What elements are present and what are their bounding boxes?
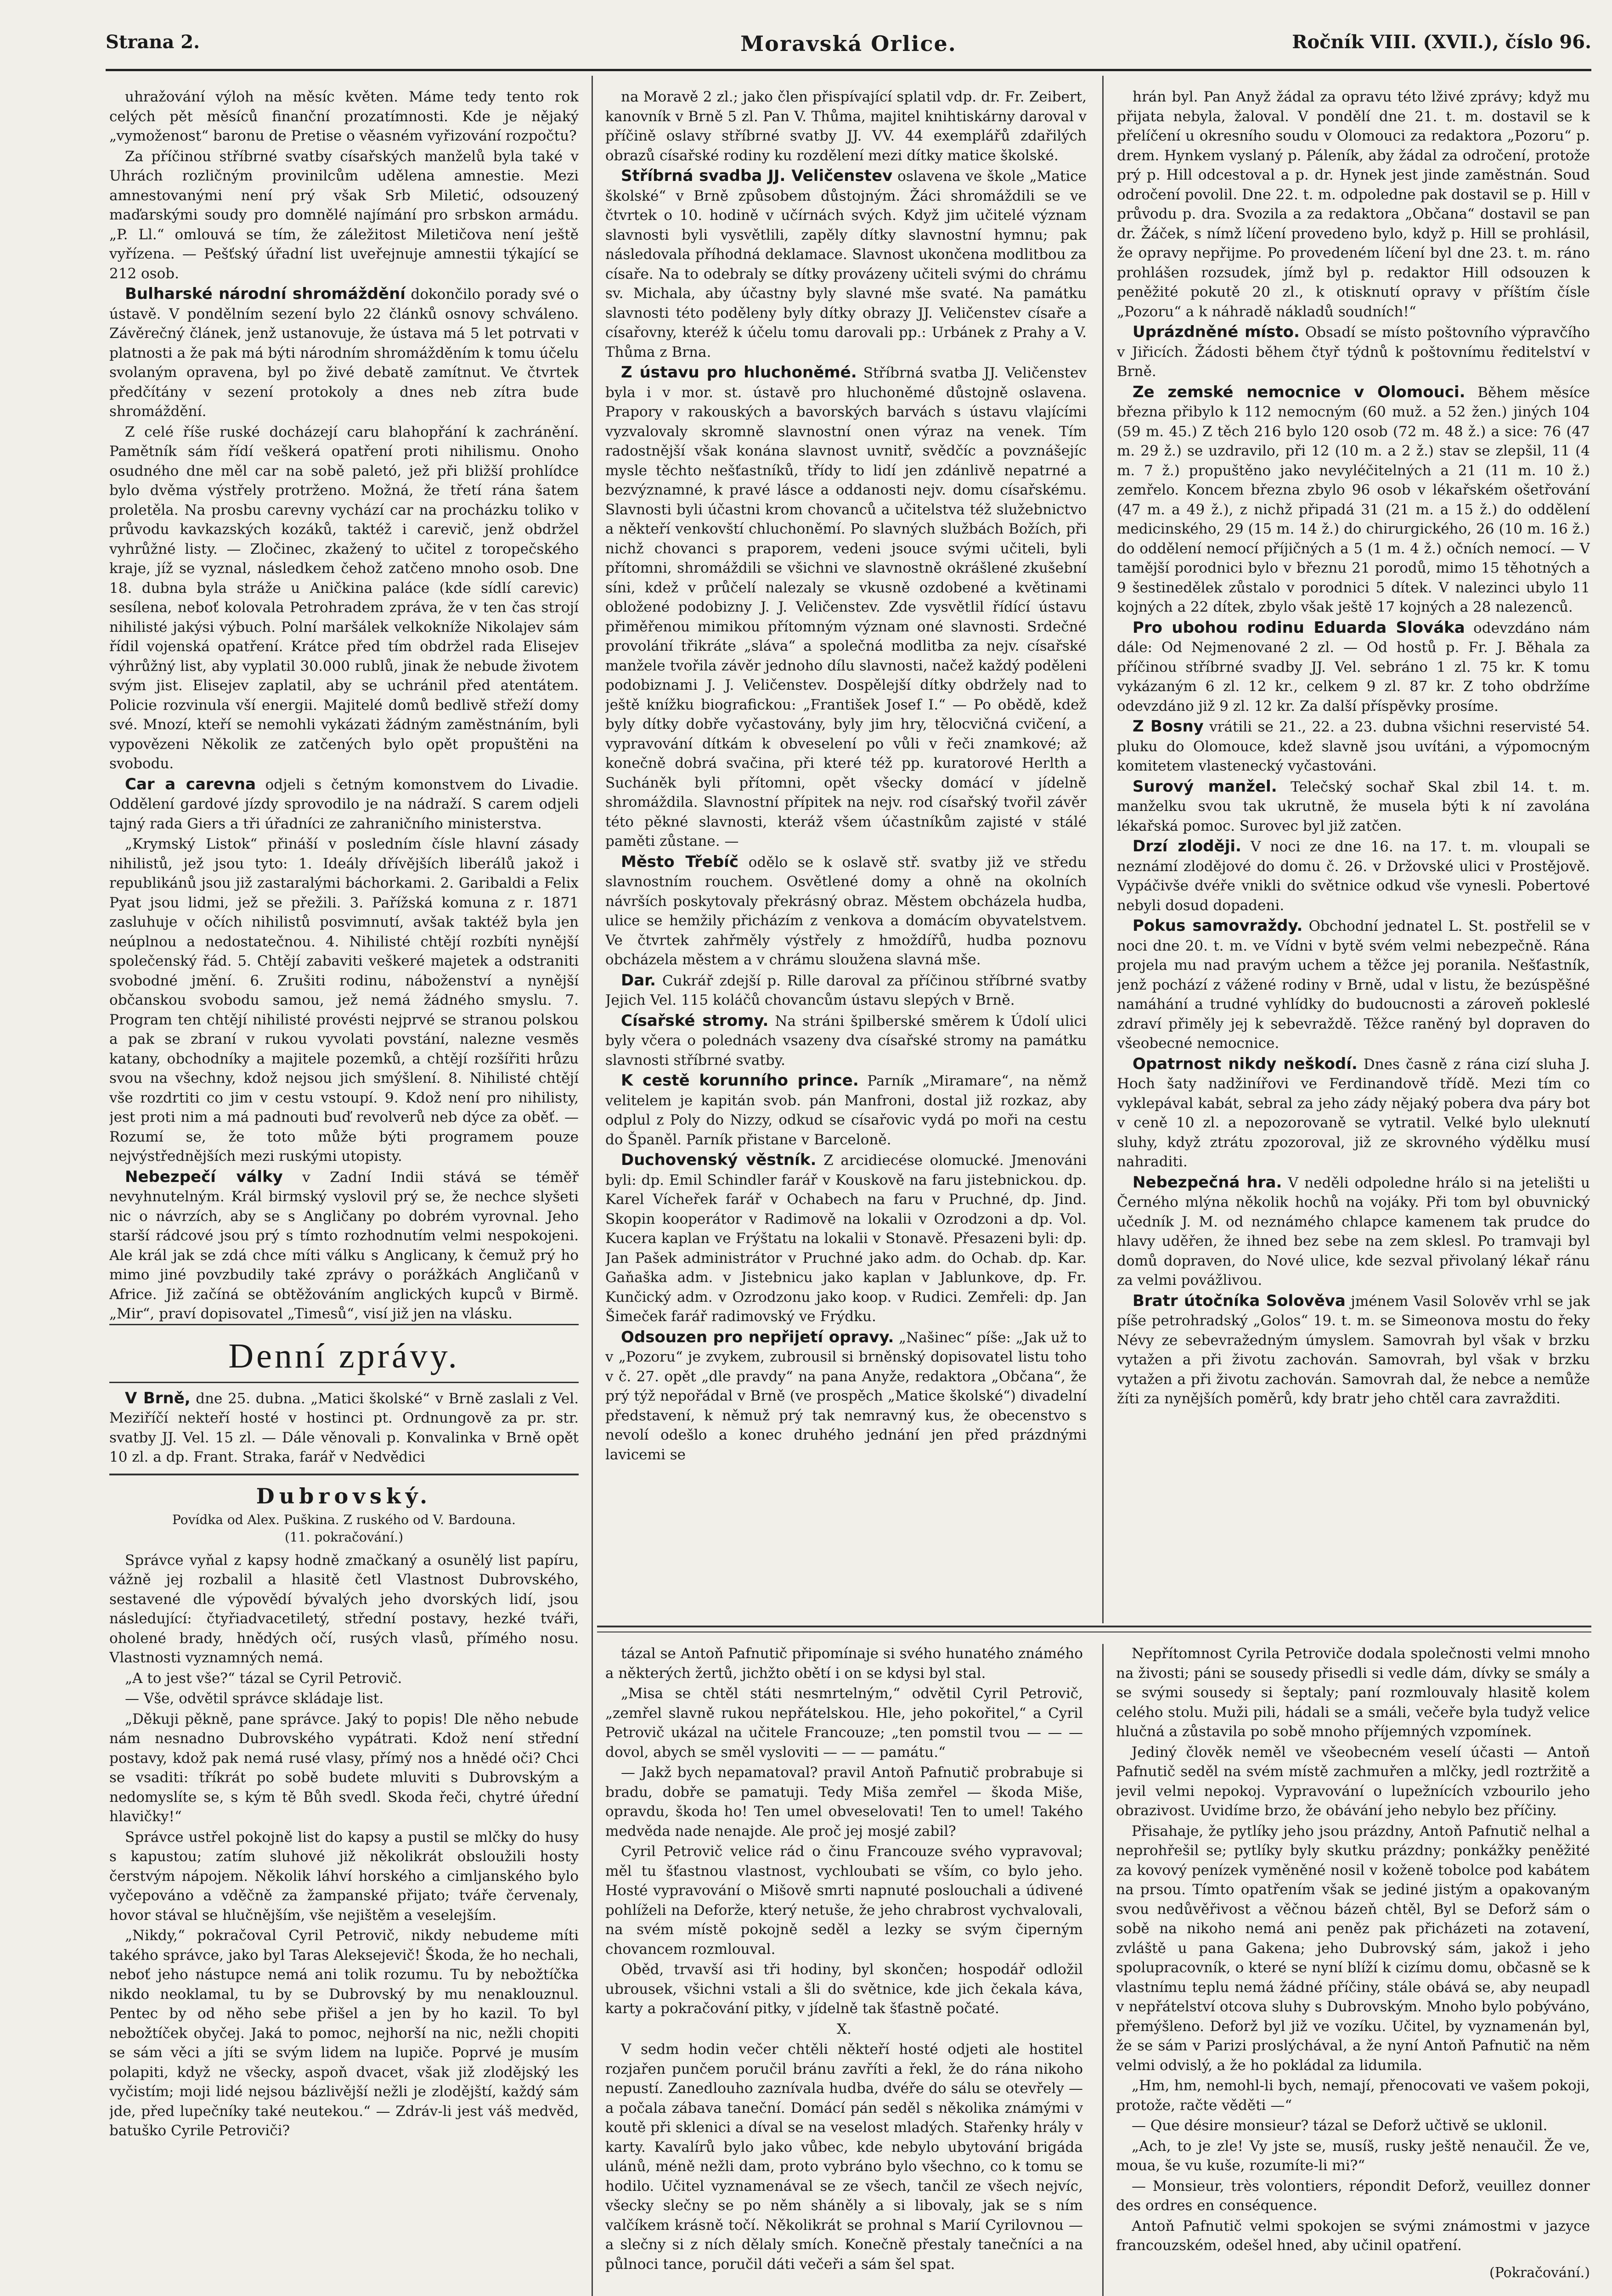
serial-paragraph: X. [837,2020,851,2037]
article [1117,916,1590,1053]
article [605,1328,1087,1465]
article-headline: Ze zemské nemocnice v Olomouci. [1133,383,1465,401]
article-headline: Pro ubohou rodinu Eduarda Slováka [1133,618,1465,637]
serial-paragraph: — Vše, odvětil správce skládaje list. [125,1690,384,1707]
serial-text-left [109,1551,579,2141]
serial-paragraph: tázal se Antoň Pafnutič připomínaje si svého hunatého známého a některých žertů, jichžto obětí i on se kdysi byl stal. [605,1645,1083,1682]
section-rule [109,1382,579,1383]
article [109,284,579,422]
article-text: jménem Vasil Solověv vrhl se jak píše petrohradský „Golos“ 19. t. m. se Simeonova mostu do řeky Névy ze sebevražedným úmyslem. Samovrah byl však v brzku vytažen a při životu zachován. Samovrah, byl však v brzku vytažen a při životu zachován. Samovrah dal, že nebce a nemůže žíti za nynějších poměrů, kdy bratr jeho chtěl cara zavražditi. [1117,1293,1590,1407]
serial-paragraph: „A to jest vše?“ tázal se Cyril Petrovič. [125,1670,402,1687]
serial-paragraph: Oběd, trvavší asi tři hodiny, byl skončen; hospodář odložil ubrousek, všichni vstali a šli do světnice, kde jich čekala káva, karty a pokračování pitky, v jídelně tak šťastně počaté. [605,1961,1083,2017]
serial-paragraph: „Misa se chtěl státi nesmrtelným,“ odvětil Cyril Petrovič, „zemřel slavně rukou nepřátelskou. Hle, jeho pokořitel,“ a Cyril Petrovič ukázal na učitele Francouze; „ten pomstil tvou — — — dovol, abych se směl vysloviti — — — památu.“ [605,1685,1083,1761]
article-text: Z arcidiecése olomucké. Jmenováni byli: dp. Emil Schindler farář v Kouskově na faru jistebnickou. dp. Karel Vícheřek farář v Ochabech na faru v Pruchné, dp. Jind. Skopin kooperátor v Radimově na lokalii v Ozrodzoni a dp. Vol. Kucera kaplan ve Frýštatu na lokalii v Stonavě. Přesazeni byli: dp. Jan Pašek administrátor v Pruchné jako adm. do Ochab. dp. Kar. Gaňaška adm. v Jistebnicu jako kaplan v Jablunkove, dp. Fr. Kunčický adm. v Ozrodzonu jako koop. v Rudici. Zemřeli: dp. Jan Šimeček farář radimovský ve Frýdku. [605,1152,1087,1325]
article [109,834,579,1166]
article [605,87,1087,165]
article [1117,383,1590,617]
article [109,422,579,774]
continuation-note: (Pokračování.) [1489,2264,1590,2281]
article [109,147,579,284]
article-headline: Z Bosny [1133,717,1204,736]
article [1117,1054,1590,1172]
article-headline: Uprázdněné místo. [1133,323,1300,341]
article-headline: K cestě korunního prince. [621,1071,859,1090]
feuilleton-column-right [1116,1644,1590,2296]
page-number: Strana 2. [106,31,200,53]
article-headline: Duchovenský věstník. [621,1151,817,1169]
serial-subtitle: Povídka od Alex. Puškina. Z ruského od V. Bardouna. [172,1512,516,1527]
article [605,1011,1087,1070]
serial-paragraph: — Monsieur, très volontiers, répondit Deforž, veuillez donner des ordres en conséquence. [1116,2178,1590,2214]
newspaper-title: Moravská Orlice. [740,31,957,56]
article [1117,87,1590,321]
serial-paragraph: Správce ustřel pokojně list do kapsy a pustil se mlčky do husy s kapustou; zatím sluhové již několikrát obsloužili hosty čerstvým nápojem. Několik láhví horského a cimljanského bylo vyčepováno a vděčně za žampanské přijato; tváře červenaly, hovor stával se hlučnějším, vše nejištěm a veselejším. [109,1829,579,1924]
serial-title: Dubrovský. [256,1483,432,1508]
serial-paragraph: „Hm, hm, nemohl-li bych, nemají, přenocovati ve vašem pokoji, protože, račte věděti —“ [1116,2077,1590,2114]
article-text: Telečský sochař Skal zbil 14. t. m. manželku svou tak ukrutně, že musela býti k ní zavolána lékařská pomoc. Surovec byl již zatčen. [1117,778,1590,834]
article [605,852,1087,970]
article-headline: Surový manžel. [1133,777,1277,796]
article [1117,717,1590,776]
article-text: „Krymský Listok“ přináší v posledním čísle hlavní zásady nihilistů, jež jsou tyto: 1. Ideály dřívějších liberálů jakož i republikánů jsou již zastaralými báchorkami. 2. Garibaldi a Felix Pyat jsou lidmi, jež se přežili. 3. Pařížská komuna z r. 1871 zasluhuje v očích nihilistů posvimnutí, avšak taktéž byla jen neúplnou a nedostatečnou. 4. Nihilisté chtějí rozbíti nynější společenský řád. 5. Chtějí zabaviti veškeré majetek a odstraniti svobodné jmění. 6. Zrušiti rodinu, náboženství a nynější občanskou svobodu samou, jež nemá žádného smyslu. 7. Program ten chtějí nihilisté provésti nejprvé se stranou polskou a pak se zbraní v rukou vyvolati povstání, nalezne vesměs katany, obchodníky a majitele pozemků, a chtějí rozšířiti hrůzu svou na všechny, kdož nejsou jich smýšlení. 8. Nihilisté chtějí vše rozdrtiti co jim v cestu vstoupí. 9. Kdož není pro nihilisty, jest proti nim a má padnouti buď revolverů neb dýce za oběť. — Rozumí se, že toto může býti programem pouze nejvýstřednějších mezi ruskými utopisty. [109,836,579,1165]
article-text: Z celé říše ruské docházejí caru blahopřání k zachránění. Pamětník sám řídí veškerá opatření proti nihilismu. Onoho osudného dne měl car na sobě paletó, jež při bližší prohlídce bylo dvěma výstřely protrženo. Možná, že třetí rána šatem proletěla. Na prosbu carevny vychází car na procházku toliko v průvodu kavkazských kozáků, taktéž i carevič, jenž obdržel vyhrůžné listy. — Zločinec, zkažený to učitel z toropečského kraje, jíž se vyznal, následkem čehož zatčeno mnoho osob. Dne 18. dubna byla stráže u Aničkina paláce (kde sídlí carevic) sesílena, neboť kolovala Petrohradem zpráva, že v ten čas strojí nihilisté jakýsi výbuch. Polní maršálek velkokníže Nikolajev sám řídil vojenská opatření. Krátce před tím obdržel rada Elisejev výhrůžný list, aby vyplatil 30.000 rublů, jinak že nebude životem svým jist. Elisejev zaplatil, aby se uchránil před atentátem. Policie rozvinula vší energii. Majitelé domů bedlivě střeží domy své. Mnozí, kteří se nemohli vykázati žádným zaměstnáním, byli vypovězeni Několik ze zatčených bylo opět propuštěni na svobodu. [109,423,579,772]
serial-paragraph: Správce vyňal z kapsy hodně zmačkaný a osunělý list papíru, vážně jej rozbalil a hlasitě četl Vlastnost Dubrovského, sestavené dle výpovědí bývalých jeho dvorských lidí, jsou následující: čtyřiadvacetiletý, střední postavy, hezké tváři, oholené brady, hnědých očí, rusých vlasů, přímého nosu. Vlastnosti vyznamných nemá. [109,1552,579,1666]
daily-news-title: Denní zprávy. [228,1336,460,1375]
article-headline: Nebezpečí války [125,1167,283,1186]
serial-paragraph: — Que désire monsieur? tázal se Deforž učtivě se uklonil. [1132,2117,1548,2134]
article-headline: Stříbrná svadba JJ. Veličenstev [621,167,893,185]
serial-paragraph: Nepřítomnost Cyrila Petroviče dodala společnosti velmi mnoho na živosti; páni se sousedy přisedli si vedle dám, dívky se smály a se svými sousedy si šeptaly; paní rozmlouvaly hlasitě kolem celého stolu. Muži pili, hádali se a smáli, večeře byla tudyž velice hlučná a zůstavila po sobě mnoho příjemných vzpomínek. [1116,1645,1590,1740]
article [605,166,1087,362]
article-text: odělo se k oslavě stř. svatby již ve středu slavnostním rouchem. Osvětlené domy a ohně na okolních návrších poskytovaly překrásný obraz. Městem obcházela hudba, ulice se hemžily přicházím z venkova a domácím obyvatelstvem. Ve čtvrtek zahřměly výstřely z hmoždířů, hudba poznovu obcházela městem a v chrámu sloužena slavná mše. [605,854,1087,968]
feuilleton-area [605,1644,1590,2296]
column-1 [109,87,579,2296]
article-text: odevzdáno nám dále: Od Nejmenované 2 zl. — Od hostů p. Fr. J. Běhala za příčinou stříbrné svadby JJ. Vel. sebráno 1 zl. 75 kr. K tomu vykázaným 6 zl. 12 kr., celkem 9 zl. 87 kr. Z toho obdržíme odevzdáno již 9 zl. 12 kr. Za další příspěvky prosíme. [1117,619,1590,715]
article-text: Dnes časně z rána cizí sluha J. Hoch šaty nadžinířovi ve Ferdinandově třídě. Mezi tím co vyklepával kabát, sebral za jeho zády nějaký pobera dva páry bot v ceně 10 zl. a nepozorovaně se vytratil. Velké bylo uleknutí sluhy, když ztrátu zpozoroval, již ze skrovného výdělku musí nahraditi. [1117,1056,1590,1170]
article-headline: Odsouzen pro nepřijetí opravy. [621,1328,894,1346]
article-headline: Dar. [621,971,656,990]
article-headline: V Brně, [125,1389,191,1407]
serial-paragraph: Antoň Pafnutič velmi spokojen se svými známostmi v jazyce francouzském, odešel hned, aby učinil opatření. [1116,2217,1590,2254]
article-text: v Zadní Indii stává se téměř nevyhnutelným. Král birmský vyslovil prý se, že nechce slyšeti nic o návrzích, aby se s Angličany po dobrém vyrovnal. Jeho starší rádcové jsou prý s tímto rozhodnutím velmi nespokojeni. Ale král jak se zdá chce míti válku s Anglicany, k čemuž prý ho mimo jiné povzbudily také zprávy o porážkách Angličanů v Africe. Již začíná se obtěžováním anglických kupců v Birmě. „Mir“, praví dopisovatel „Timesů“, visí již jen na vlásku. [109,1169,579,1322]
article [605,1150,1087,1327]
article [1117,777,1590,836]
serial-paragraph: „Ach, to je zle! Vy jste se, musíš, rusky ještě nenaučil. Že ve, moua, še vu kuše, rozumíte-li mi?“ [1116,2138,1590,2174]
article-text: uhražování výloh na měsíc květen. Máme tedy tento rok celých pět měsíců finanční prozatímnosti. Kde je nějaký „vymoženost“ baronu de Pretise o věasném vyřizování rozpočtu? [109,89,579,144]
column-2 [605,87,1087,1662]
article-text: odjeli s četným komonstvem do Livadie. Oddělení gardové jízdy sprovodilo je na nádraží. S carem odjeli tajný rada Giers a tři úřadníci ze zahraničního ministerstva. [109,776,579,832]
serial-installment: (11. pokračování.) [284,1529,404,1545]
article-text: Za příčinou stříbrné svatby císařských manželů byla také v Uhrách rozličným provinilcům udělena amnestie. Mezi amnestovanými není prý však Srb Miletić, odsouzený maďarskými soudy pro domnělé najímání pro srbskon armádu. „P. Ll.“ omlouvá se tím, že záležitost Miletičova není ještě vyřízena. — Pešťský úřadní list uveřejnuje amnestii týkající se 212 osob. [109,148,579,282]
article [109,1167,579,1324]
column-3-articles [1117,87,1590,1409]
feuilleton-divider [597,1626,1591,1627]
masthead-rule [106,69,1591,71]
article-headline: Car a carevna [125,775,256,793]
article-text: na Moravě 2 zl.; jako člen přispívající splatil vdp. dr. Fr. Zeibert, kanovník v Brně 5 zl. Pan V. Thůma, majitel knihtiskárny daroval v příčině oslavy stříbrné svatby JJ. VV. 44 exemplářů zdařilých obrazů císařské rodiny ku rozdělení mezi dítky matice školské. [605,89,1087,164]
serial-paragraph: Cyril Petrovič velice rád o činu Francouze svého vypravoval; měl tu šťastnou vlastnost, vychloubati se vším, co bylo jeho. Hosté vypravování o Mišově smrti napnuté poslouchali a údivené pohlíželi na Deforže, který netuše, že jeho chrabrost vychvalovali, na svém místě pokojně seděl a lezky se svým čiperným chovancem rozmlouval. [605,1843,1083,1958]
section-rule [109,1324,579,1325]
article [1117,618,1590,716]
serial-paragraph: „Nikdy,“ pokračoval Cyril Petrovič, nikdy nebudeme míti takého správce, jako byl Taras Aleksejevič! Škoda, že ho nechali, neboť jeho nástupce nemá ani tolik rozumu. Tu by nebožtíčka nikdo neoklamal, tu by se Dubrovský by mu nenaklouznul. Pentec by od něho sebe přišel a jen by ho kazil. To byl nebožtíček obyčej. Jaká to pomoc, nejhorší na nic, nežli chopiti se sám věci a jíti se svým lidem na lupiče. Poprvé je musím polapiti, když ne všecky, aspoň dvacet, však již zlodějský les vyčistím; moji lidé nejsou bázlivější nežli je zlodějští, každý sám jde, před lupečníky také neutekou.“ — Zdráv-li jest váš medvěd, batuško Cyrile Petroviči? [109,1927,579,2139]
article [605,971,1087,1010]
column-1-articles [109,87,579,1324]
column-rule-1 [592,76,593,2296]
article [1117,322,1590,382]
article [605,1071,1087,1149]
article-text: Během měsíce března přibylo k 112 nemocným (60 muž. a 52 žen.) jiných 104 (59 m. 45.) Z těch 216 bylo 120 osob (72 m. 48 ž.) a sice: 76 (47 m. 29 ž.) se uzdravilo, při 12 (10 m. a 2 ž.) stav se zlepšil, 11 (4 m. 7 ž.) propuštěno jako nevyléčitelných a 21 (11 m. 10 ž.) zemřelo. Koncem března zbylo 96 osob v lékařském ošetřování (47 m. a 49 ž.), z nichž připadá 31 (21 m. a 15 ž.) do oddělení medicinského, 29 (15 m. 14 ž.) do chirurgického, 26 (10 m. 16 ž.) do oddělení nemocí příjičných a 5 (1 m. 4 ž.) očních nemocí. — V tamější porodnici bylo v březnu 21 porodů, mimo 15 těhotných a 9 šestinedělek zůstalo v porodnici 5 dítek. V nalezinci ubylo 11 kojných a 22 dítek, zbylo však ještě 17 kojných a 28 nalezenců. [1117,384,1590,615]
article-text: Stříbrná svatba JJ. Veličenstev byla i v mor. st. ústavě pro hluchoněmé důstojně oslavena. Prapory v rakouských a bavorských barvách s ústavu vlajícími vyzvalovaly skromně slavnostní onen výraz na venek. Tím radostnější však konána slavnost uvnitř, svědčíc a povznášejíc mysle těchto nešťastníků, třídy to lidí jen zdánlivě nepatrné a bezvýznamné, k pravé lásce a oddanosti nejv. domu císařskému. Slavnosti byli účastni krom chovanců a učitelstva též služebnictvo a někteří venkovští chluchoněmí. Po slavných službách Božích, při nichž chovanci s praporem, vedeni jsouce svými učiteli, byli přítomni, shromáždili se všichni ve slavnostně okrášlené zkušební síni, kdež v průčelí nalezaly se vkusně ozdobené a květinami obložené podobizny J. J. Veličenstev. Zde vysvětlil řídící ústavu přiměřenou mimikou přítomným význam oné slavnosti. Srdečné provolání třikráte „sláva“ a společná modlitba za nejv. císařské manžele tvořila závěr jednoho dílu slavnosti, načež každý poděleni podobiznami J. J. Veličenstev. Dospělejší dítky obdržely nad to ještě knížku biografickou: „František Josef I.“ — Po obědě, kdež byly dítky dobře vyčastovány, byly jim hry, tělocvičná cvičení, a vypravování dítkám k obveselení po vůli v řeči znamkové; až konečně dobrá svačina, při které též pp. kuratorové Herlth a Sucháněk byli přítomni, opět všecky domácí v jídelně shromáždila. Slavnostní přípitek na nejv. rod císařský tvořil závěr této pěkné slavnosti, kteráž všem účastníkům zajisté v stálé paměti zůstane. — [605,365,1087,850]
article-text: „Našinec“ píše: „Jak už to v „Pozoru“ je zvykem, zubrousil si brněnský dopisovatel listu toho v č. 27. opět „dle pravdy“ na pana Anyže, redaktora „Občana“, že prý týž nepořádal v Brně (ve prospěch „Matice školské“) divadelní představení, k němuž prý tak nemravný kus, že obecenstvo s nevolí odešlo a konec druhého jednání jen před prázdnými lavicemi se [605,1329,1087,1463]
article [1117,1291,1590,1409]
article-text: vrátili se 21., 22. a 23. dubna všichni reservisté 54. pluku do Olomouce, kdež slavně jsou uvítáni, a výpomocným komitetem vlastenecký vyčastováni. [1117,719,1590,774]
article-text: hrán byl. Pan Anyž žádal za opravu této lživé zprávy; když mu přijata nebyla, žaloval. V pondělí dne 21. t. m. dostavil se k přelíčení u okresního soudu v Olomouci za redaktora „Pozoru“ p. drem. Hynkem vyslaný p. Páleník, aby žádal za odročení, protože prý p. Hill odcestoval a p. dr. Hynek jest jinde zaměstnán. Soud odročení povolil. Dne 22. t. m. odpoledne pak dostavil se p. Hill v průvodu p. dra. Svozila a za redaktora „Občana“ dostavil se pan dr. Žáček, s nímž líčení provedeno bylo, když p. Hill se prohlásil, že opravy nepřijme. Po provedeném líčení byl dne 23. t. m. ráno prohlášen rozsudek, jímž byl p. redaktor Hill odsouzen k peněžité pokutě 20 zl., k otisknutí opravy v příštím čísle „Pozoru“ a k náhradě nákladů soudních!“ [1117,89,1590,320]
daily-news-articles [109,1389,579,1467]
serial-paragraph: „Děkuji pěkně, pane správce. Jaký to popis! Dle něho nebude nám nesnadno Dubrovského vypátrati. Kdož není střední postavy, kdož pak nemá rusé vlasy, přímý nos a hnědé oči? Chci se vsaditi: tříkrát po sobě budete mluviti s Dubrovským a nedomyslíte se, s kým tě Bůh svedl. Skoda řeči, chytré úřední hlavičky!“ [109,1711,579,1825]
serial-paragraph: Přisahaje, že pytlíky jeho jsou prázdny, Antoň Pafnutič nelhal a neprohřešil se; pytlíky byly skutku prázdny; ponkážky peněžité za kovový penízek vyměněné nosil v koženě tobolce pod kabátem na prsou. Tímto opatřením však se jediné jistým a opakovaným svou nedůvěřivost a věčnou bázeň chtěl, Byl se Deforž sám o sobě na nikoho nemá ani peněz pak přicházeti na zotavení, zvláště u pana Gakena; jeho Dubrovský sám, jakož i jeho spolupracovník, o které se nyní blíží k cizímu domu, občasně se k vlastnímu teplu nemá žádné příčiny, stále obává se, aby neupadl v nepřátelství otcova sluhy s Dubrovským. Mnoho bylo pobýváno, přemýšleno. Deforž byl již ve vozíku. Učitel, by vyznamenán byl, že se sám v Parizi proslýchával, a že nyní Antoň Pafnutič na něm velmi odvislý, a že ho pokládal za lidumila. [1116,1823,1590,2074]
article-headline: Bulharské národní shromáždění [125,285,406,303]
article-text: Obchodní jednatel L. St. postřelil se v noci dne 20. t. m. ve Vídni v bytě svém velmi nebezpečně. Rána projela mu nad pravým uchem a těžce jej poranila. Nešťastník, jenž pochází z vážené rodiny v Brně, udal v listu, že bezúspěšné namáhání a trudné vyhlídky do budoucnosti a zároveň pokleslé zdraví přiměly jej k sebevraždě. Těžce raněný byl dopraven do všeobecné nemocnice. [1117,918,1590,1052]
feuilleton-column-rule [1102,1644,1104,2296]
serial-paragraph: — Jakž bych nepamatoval? pravil Antoň Pafnutič probrabuje si bradu, dobře se pamatuji. Tedy Miša zemřel — škoda Miše, opravdu, škoda ho! Ten umel obveselovati! Ten to umel! Takého medvěda nade nenajde. Ale proč jej mosjé zabil? [605,1764,1083,1840]
masthead [106,27,1591,69]
article-headline: Z ústavu pro hluchoněmé. [621,363,857,382]
article-text: V noci ze dne 16. na 17. t. m. vloupali se neznámí zlodějové do domu č. 26. v Držovské ulici v Prostějově. Vypáčivše dvéře vnikli do světnice odkud vše vynesli. Pobertové nebyli dosud dopadeni. [1117,838,1590,914]
article-headline: Opatrnost nikdy neškodí. [1133,1054,1358,1073]
column-3 [1117,87,1590,1616]
article-headline: Císařské stromy. [621,1011,769,1030]
article [1117,1173,1590,1290]
column-2-articles [605,87,1087,1464]
article-text: V neděli odpoledne hrálo si na jetelišti u Černého mlýna několik hochů na vojáky. Při tom byl obuvnický učedník J. M. od neznámého chlapce kamenem tak prudce do hlavy uděřen, že ihned bez sebe na zem sklesl. Po tramvaji byl domů dopraven, do Nové ulice, kde sezval přivolaný lékař ránu za velmi povážlivou. [1117,1174,1590,1289]
article-text: dne 25. dubna. „Matici školské“ v Brně zaslali z Vel. Meziříčí nekteří hosté v hostinci pt. Ordnungově za pr. str. svatby JJ. Vel. 15 zl. — Dále věnovali p. Konvalinka v Brně opět 10 zl. a dp. Frant. Straka, farář v Nedvědici [109,1390,579,1465]
serial-paragraph: Jediný člověk neměl ve všeobecném veselí účasti — Antoň Pafnutič seděl na svém místě zachmuřen a mlčky, jedl roztržitě a jevil velmi nepokoj. Vypravování o lupežnících vzbourilo jeho obrazivost. Uvidíme brzo, že obávání jeho nebylo bez příčiny. [1116,1744,1590,1819]
article-headline: Drzí zloději. [1133,837,1241,855]
issue-number: Ročník VIII. (XVII.), číslo 96. [1292,31,1591,53]
feuilleton-column-middle [605,1644,1083,2296]
article-headline: Nebezpečná hra. [1133,1173,1282,1192]
serial-paragraph: V sedm hodin večer chtěli někteří hosté odjeti ale hostitel rozjařen punčem poručil bránu zavříti a řekl, že do rána nikoho nepustí. Zanedlouho zaznívala hudba, dvéře do sálu se otevřely — a počala zábava taneční. Domácí pán seděl s několika známými v koutě při sklenici a díval se na veselost mladých. Stařenky hrály v karty. Kavalírů bylo jako vůbec, kde nebylo ubytování brigáda ulánů, méně nežli dam, proto vybráno bylo všechno, co k tomu se hodilo. Učitel vyznamenával se ze všech, tančil ze všech nejvíc, všecky slečny se po něm sháněly a si libovaly, jak se s ním valčíkem krásně točí. Několikrát se prohnal s Marií Cyrilovnou — a slečny si z ních dělaly smích. Konečně přestaly tanečníci a na půlnoci tance, poručil dáti večeři a sám šel spat. [605,2041,1083,2273]
article-text: Obsadí se místo poštovního výpravčího v Jiřicích. Žádosti během čtyř týdnů k poštovnímu ředitelství v Brně. [1117,324,1590,380]
article-text: Na stráni špilberské směrem k Údolí ulici byly včera o polednách vsazeny dva císařské stromy na památku slavnosti stříbrné svatby. [605,1013,1087,1069]
feuilleton-rule [109,1474,579,1475]
article-headline: Město Třebíč [621,852,738,871]
article-text: Parník „Miramare“, na němž velitelem je kapitán svob. pán Manfroni, dostal již rozkaz, aby odplul z Poly do Nizzy, odkud se císařovic vydá po moři na cestu do Španěl. Parník přistane v Barceloně. [605,1073,1087,1148]
article-text: oslavena ve škole „Matice školské“ v Brně způsobem důstojným. Žáci shromáždili se ve čtvrtek o 10. hodině v učírnách svých. Když jim učitelé význam slavnosti byli vysvětlili, zapěly dítky slavnostní hymnu; pak následovala příhodná deklamace. Slavnost ukončena modlitbou za císaře. Na to odebraly se dítky provázeny učiteli svými do chrámu sv. Michala, aby účastny byly slavné mše svaté. Na památku slavnosti této poděleny byly dítky obrazy JJ. Veličenstev císaře a císařovny, kteréž k účelu tomu darovali pp.: Urbánek z Prahy a V. Thůma z Brna. [605,168,1087,360]
article-headline: Pokus samovraždy. [1133,917,1303,935]
article [109,1389,579,1467]
column-rule-2 [1102,76,1104,1623]
article [109,87,579,146]
article [109,775,579,834]
article [605,363,1087,851]
article-text: Cukrář zdejší p. Rille daroval za příčinou stříbrné svatby Jejich Vel. 115 koláčů chovancům ústavu slepých v Brně. [605,972,1087,1008]
article-text: dokončilo porady své o ústavě. V pondělním sezení bylo 22 článků osnovy schváleno. Závěrečný článek, jenž ustanovuje, že ústava má 5 let potrvati v platnosti a že pak má býti národním shromážděním k tomu účelu svolaným opravena, byl po živé debatě zamítnut. Ve čtvrtek předčítány v sezení protokoly a dnes neb zítra bude shromáždění. [109,286,579,420]
article [1117,837,1590,915]
article-headline: Bratr útočníka Solověva [1133,1291,1346,1310]
